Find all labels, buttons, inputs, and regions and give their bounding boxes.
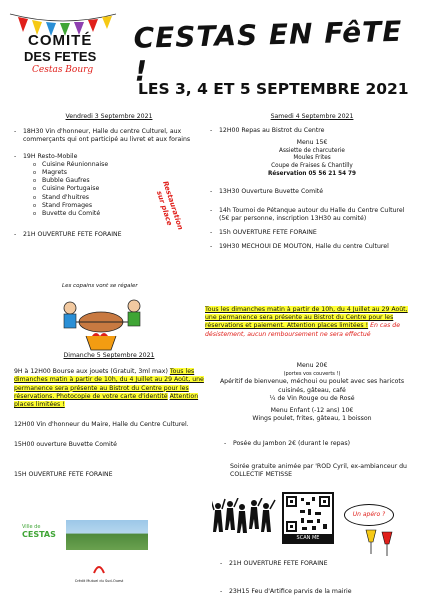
menu20: [212, 362, 412, 423]
sunday-bourse-highlight-2: Attention places limitées !: [14, 392, 199, 409]
list-item: o Stand Fromages: [28, 202, 204, 210]
glasses-icon: [360, 528, 400, 558]
menu20-title: Menu 20€: [296, 362, 328, 369]
saturday-item-jambon: - Posée du Jambon 2€ (durant le repas): [224, 440, 423, 448]
qr-label: SCAN ME: [284, 534, 332, 542]
friday-item-resto-text: 19H Resto-Mobile: [23, 152, 78, 160]
logo-line2: DES FETES: [24, 49, 97, 64]
apero-bubble-text: Un apéro ?: [352, 511, 386, 518]
saturday-item-foraine-2: - 21H OUVERTURE FETE FORAINE: [220, 560, 419, 568]
event-dates: LES 3, 4 ET 5 SEPTEMBRE 2021: [138, 80, 409, 98]
menu15-line: Coupe de Fraises & Chantilly: [271, 162, 353, 169]
menu-child-line: Wings poulet, frites, gâteau, 1 boisson: [252, 415, 372, 423]
menu15-reservation: Réservation 05 56 21 54 79: [268, 171, 356, 178]
menu-child-title: Menu Enfant (-12 ans) 10€: [270, 407, 354, 415]
apero-bubble: [344, 504, 394, 526]
saturday-item-repas: [210, 127, 414, 135]
friday-item-vin: [14, 128, 204, 144]
saturday-heading: Samedi 4 Septembre 2021: [270, 113, 354, 120]
sunday-item-bourse: [14, 368, 204, 409]
list-item: o Stand d'huitres: [28, 194, 204, 202]
saturday-item-foraine: - 15h OUVERTURE FETE FORAINE: [210, 229, 414, 237]
saturday-item-repas-text: 12H00 Repas au Bistrot du Centre: [219, 127, 325, 135]
list-item: o Buvette du Comité: [28, 210, 204, 218]
sunday-heading: Dimanche 5 Septembre 2021: [63, 352, 155, 359]
cartoon-caption: Les copains vont se régaler: [62, 283, 138, 289]
saturday-item-mechoui: - 19H30 MECHOUI DE MOUTON, Halle du centre Culturel: [210, 243, 414, 251]
sunday-item-foraine: 15H OUVERTURE FETE FORAINE: [14, 470, 113, 478]
soiree-text: Soirée gratuite animée par 'ROD Cyril, ex-ambianceur du COLLECTIF METISSE: [230, 463, 407, 479]
credit-mutuel-logo: [74, 560, 124, 583]
sunday-item-buvette: 15H00 ouverture Buvette Comité: [14, 441, 117, 449]
saturday-item-petanque: - 14h Tournoi de Pétanque autour du Halle du Centre Culturel (5€ par personne, inscription 13H30 au comité): [210, 207, 414, 223]
menu20-line: ¼ de Vin Rouge ou de Rosé: [269, 394, 355, 402]
sunday-item-vin: 12H00 Vin d'honneur du Maire, Halle du Centre Culturel.: [14, 421, 189, 429]
saturday-item-feu-artifice: - 23H15 Feu d'Artifice parvis de la mairie: [220, 588, 424, 596]
logo-script: Cestas Bourg: [32, 65, 94, 75]
friday-heading: Vendredi 3 Septembre 2021: [65, 113, 153, 120]
saturday-section: [210, 113, 414, 251]
menu20-line: Apéritif de bienvenue, méchoui ou poulet avec ses haricots cuisinés, gâteau, café: [219, 378, 405, 394]
mechoui-warning: En cas de désistement, aucun remboursement ne sera effectué: [205, 322, 400, 338]
menu15-line: Moules Frites: [293, 155, 331, 162]
sunday-section: [14, 352, 204, 479]
page-title: CESTAS EN FêTE !: [133, 14, 403, 88]
credit-mutuel-text: Crédit Mutuel du Sud-Ouest: [74, 579, 124, 583]
restauration-stamp: Restauration sur place: [154, 180, 185, 231]
mechoui-highlight: Tous les dimanches matin à partir de 10h, du 4 Juillet au 29 Août, une permanence sera présente au Bistrot du Centre pour les réservations et paiement. Attention places limitées !: [205, 306, 408, 330]
barbecue-cartoon-icon: [56, 292, 146, 352]
menu15-line: Assiette de charcuterie: [279, 147, 345, 154]
list-item: o Cuisine Portugaise: [28, 185, 204, 193]
menu15: [210, 139, 414, 178]
logo-cestas-text: CESTAS: [22, 530, 56, 539]
friday-item-foraine-text: 21H OUVERTURE FETE FORAINE: [23, 231, 122, 239]
friday-item-resto: [14, 153, 204, 161]
logo-ville-text: Ville de: [22, 524, 41, 530]
list-item: o Cuisine Réunionnaise: [28, 161, 204, 169]
qr-code-icon: [286, 496, 330, 532]
sunday-item-bourse-text: 9H à 12H00 Bourse aux jouets (Gratuit, 3ml max): [14, 368, 168, 376]
list-item: o Bubble Gaufres: [28, 177, 204, 185]
list-item: o Magrets: [28, 169, 204, 177]
menu20-subtitle: (portes vos couverts !): [283, 371, 341, 378]
credit-mutuel-icon: [92, 561, 106, 575]
saturday-item-buvette: - 13H30 Ouverture Buvette Comité: [210, 188, 414, 196]
menu15-title: Menu 15€: [296, 139, 328, 147]
mechoui-notice: [205, 306, 415, 339]
landscape-photo: [66, 520, 148, 550]
ville-cestas-logo: [22, 524, 62, 550]
dancers-silhouette-icon: [212, 498, 280, 536]
logo-line1: COMITÉ: [28, 32, 93, 49]
friday-item-vin-text: 18H30 Vin d'honneur, Halle du centre Culturel, aux commerçants qui ont participé au livret et aux forains: [23, 128, 191, 144]
sunday-bourse-highlight: Tous les dimanches matin à partir de 10h, du 4 Juillet au 29 Août, une permanence sera présente au Bistrot du Centre pour les réservations. Photocopie de votre carte d'identité: [14, 368, 204, 400]
logo: [8, 8, 118, 98]
qr-code[interactable]: [282, 492, 334, 544]
